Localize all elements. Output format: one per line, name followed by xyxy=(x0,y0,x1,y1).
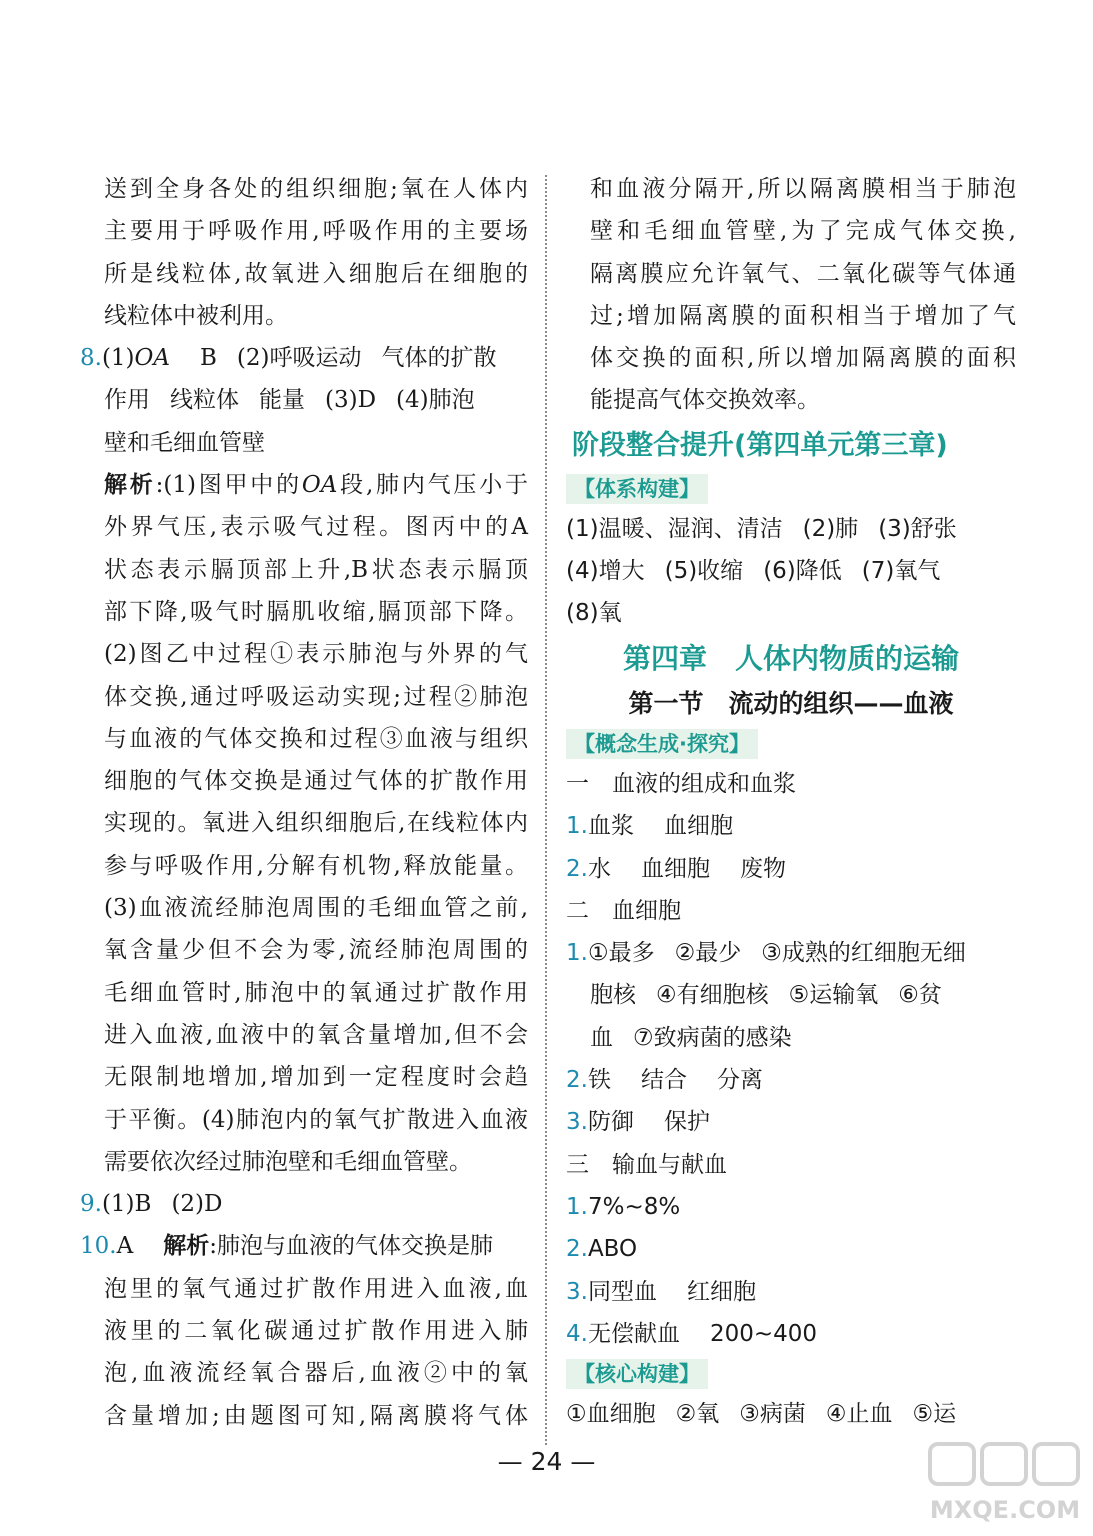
answer-part: ④止血 xyxy=(825,1401,893,1428)
answer-line xyxy=(566,1059,1016,1101)
text-line: (2)图乙中过程①表示肺泡与外界的气 xyxy=(104,641,528,668)
text-line: 需要依次经过肺泡壁和毛细血管壁。 xyxy=(104,1148,472,1175)
answer-part: ⑦致病菌的感染 xyxy=(633,1024,792,1051)
text-span: :(1)图甲中的 xyxy=(155,472,302,499)
answer-part: ②氧 xyxy=(675,1401,720,1428)
section-title: 第一节 流动的组织——血液 xyxy=(628,688,954,718)
answer-part: (3)D xyxy=(325,387,377,414)
q8-answer-line-2 xyxy=(104,379,528,421)
answer-part: 200~400 xyxy=(709,1320,818,1347)
q10-number: 10. xyxy=(80,1233,117,1260)
answer-part: 保护 xyxy=(663,1109,710,1136)
explanation-label: 解析 xyxy=(163,1232,210,1260)
answer-part: ⑤运 xyxy=(912,1401,957,1428)
answer-part: 胞核 xyxy=(590,982,636,1009)
text-line: 过;增加隔离膜的面积相当于增加了气 xyxy=(590,302,1016,329)
answer-line xyxy=(566,974,1016,1016)
answer-part: (6)降低 xyxy=(763,558,842,585)
answer-part: 废物 xyxy=(739,855,786,882)
q8-number: 8. xyxy=(80,345,102,372)
answer-line xyxy=(566,1313,1016,1355)
text-line: 壁和毛细血管壁,为了完成气体交换, xyxy=(590,218,1016,245)
answer-part: ③成熟的红细胞无细 xyxy=(761,940,966,967)
answer-line xyxy=(566,1393,1016,1435)
answer-part: 同型血 xyxy=(587,1278,657,1305)
text-line: 状态表示膈顶部上升,B状态表示膈顶 xyxy=(104,556,528,583)
answer-part: (2)肺 xyxy=(802,515,859,542)
stage-title: 阶段整合提升(第四单元第三章) xyxy=(572,429,948,461)
section-tag: 【概念生成·探究】 xyxy=(566,729,758,759)
text-line: 液里的二氧化碳通过扩散作用进入肺 xyxy=(104,1318,528,1345)
section-tag: 【核心构建】 xyxy=(566,1359,708,1389)
item-number: 2. xyxy=(566,855,588,882)
answer-part: 红细胞 xyxy=(686,1278,756,1305)
system-line-2 xyxy=(566,550,1016,592)
answer-part: (2)D xyxy=(171,1191,223,1218)
q8-explanation-line xyxy=(104,464,528,506)
text-line: 送到全身各处的组织细胞;氧在人体内 xyxy=(104,176,528,202)
text-line: 所是线粒体,故氧进入细胞后在细胞的 xyxy=(104,260,528,287)
item-number: 2. xyxy=(566,1067,588,1094)
watermark-logo-icon xyxy=(920,1440,1090,1530)
core-heading xyxy=(566,1355,1016,1393)
answer-part: OA xyxy=(134,345,171,372)
subheading: 三 输血与献血 xyxy=(566,1151,727,1178)
answer-part: 防御 xyxy=(587,1109,634,1136)
text-span: OA xyxy=(301,472,338,499)
text-line: 实现的。氧进入组织细胞后,在线粒体内 xyxy=(104,810,528,837)
text-line: 线粒体中被利用。 xyxy=(104,302,288,329)
subheading: 二 血细胞 xyxy=(566,897,681,924)
q9-answer-line xyxy=(80,1183,528,1225)
answer-part: 无偿献血 xyxy=(587,1320,680,1347)
system-line-3: (8)氧 xyxy=(566,600,622,627)
answer-part: ⑥贫 xyxy=(898,982,942,1009)
text-line: 参与呼吸作用,分解有机物,释放能量。 xyxy=(104,852,528,879)
answer-part: (1)温暖、湿润、清洁 xyxy=(566,515,783,542)
answer-part: 水 xyxy=(587,855,611,882)
answer-part: 作用 xyxy=(104,387,150,414)
system-heading xyxy=(566,470,1016,508)
chapter-title: 第四章 人体内物质的运输 xyxy=(622,641,959,675)
text-line: 于平衡。(4)肺泡内的氧气扩散进入血液 xyxy=(104,1106,528,1133)
text-line: 与血液的气体交换和过程③血液与组织 xyxy=(104,725,528,752)
text-line: 隔离膜应允许氧气、二氧化碳等气体通 xyxy=(590,260,1016,287)
answer-part: ③病菌 xyxy=(739,1401,806,1428)
answer-part: ⑤运输氧 xyxy=(788,982,879,1009)
answer-part: 分离 xyxy=(716,1067,763,1094)
text-line: 泡里的氧气通过扩散作用进入血液,血 xyxy=(104,1275,528,1302)
page-number: — 24 — xyxy=(497,1447,596,1476)
answer-line xyxy=(566,805,1016,847)
text-line: 进入血液,血液中的氧含量增加,但不会 xyxy=(104,1021,528,1048)
answer-line xyxy=(566,1017,1016,1059)
item-number: 1. xyxy=(566,940,588,967)
answer-part: ④有细胞核 xyxy=(656,982,769,1009)
text-line: 泡,血液流经氧合器后,血液②中的氧 xyxy=(104,1360,528,1387)
text-span: :肺泡与血液的气体交换是肺 xyxy=(209,1233,493,1260)
answer-part: (2)呼吸运动 xyxy=(236,345,362,372)
text-line: 能提高气体交换效率。 xyxy=(590,387,820,414)
answer-part: B xyxy=(200,345,217,372)
text-line: (3)血液流经肺泡周围的毛细血管之前, xyxy=(104,895,528,922)
answer-part: (7)氧气 xyxy=(861,558,941,585)
text-line: 和血液分隔开,所以隔离膜相当于肺泡 xyxy=(590,176,1016,202)
text-line: 外界气压,表示吸气过程。图丙中的A xyxy=(104,514,528,541)
concept-heading xyxy=(566,725,1016,763)
answer-part: 7%~8% xyxy=(587,1193,681,1220)
item-number: 3. xyxy=(566,1109,588,1136)
answer-part: ①血细胞 xyxy=(566,1401,656,1428)
item-number: 2. xyxy=(566,1236,588,1263)
q10-answer-line xyxy=(80,1225,528,1267)
answer-line xyxy=(566,1186,1016,1228)
system-line-1 xyxy=(566,508,1016,550)
answer-part: ①最多 xyxy=(587,940,655,967)
item-number: 1. xyxy=(566,813,588,840)
right-column xyxy=(566,168,1016,1435)
text-line: 毛细血管时,肺泡中的氧通过扩散作用 xyxy=(104,979,528,1006)
answer-part: 结合 xyxy=(640,1067,687,1094)
watermark-text: MXQE.COM xyxy=(929,1496,1081,1524)
answer-line xyxy=(566,848,1016,890)
text-line: 体交换,通过呼吸运动实现;过程②肺泡 xyxy=(104,683,528,710)
text-line: 氧含量少但不会为零,流经肺泡周围的 xyxy=(104,937,528,964)
answer-line xyxy=(566,1101,1016,1143)
answer-part: ABO xyxy=(587,1236,638,1263)
explanation-label: 解析 xyxy=(104,471,156,499)
text-line: 体交换的面积,所以增加隔离膜的面积 xyxy=(590,345,1016,372)
item-number: 3. xyxy=(566,1278,588,1305)
q9-number: 9. xyxy=(80,1191,102,1218)
answer-part: (3)舒张 xyxy=(878,515,957,542)
left-column xyxy=(80,168,529,1437)
item-number: 1. xyxy=(566,1193,588,1220)
answer-part: (1) xyxy=(101,345,135,372)
text-line: 细胞的气体交换是通过气体的扩散作用 xyxy=(104,768,528,795)
answer-part: (5)收缩 xyxy=(664,558,744,585)
text-line: 含量增加;由题图可知,隔离膜将气体 xyxy=(104,1402,528,1429)
answer-part: (4)肺泡 xyxy=(396,387,475,414)
answer-part: ②最少 xyxy=(674,940,742,967)
text-span: 段,肺内气压小于 xyxy=(337,472,529,499)
item-number: 4. xyxy=(566,1320,588,1347)
answer-part: 血细胞 xyxy=(640,855,710,882)
answer-line xyxy=(566,1228,1016,1270)
answer-part: 血细胞 xyxy=(663,813,733,840)
answer-part: (4)增大 xyxy=(566,558,645,585)
section-tag: 【体系构建】 xyxy=(566,474,708,504)
answer-part: 铁 xyxy=(587,1067,611,1094)
answer-part: 血 xyxy=(590,1024,613,1051)
answer-part: (1)B xyxy=(101,1191,152,1218)
text-line: 部下降,吸气时膈肌收缩,膈顶部下降。 xyxy=(104,598,528,625)
answer-part: 气体的扩散 xyxy=(381,345,497,372)
answer-part: A xyxy=(116,1233,134,1260)
subheading: 一 血液的组成和血浆 xyxy=(566,770,796,797)
q8-answer-line-1 xyxy=(80,337,528,379)
answer-part: 能量 xyxy=(259,387,305,414)
text-line: 主要用于呼吸作用,呼吸作用的主要场 xyxy=(104,218,528,245)
answer-part: 线粒体 xyxy=(170,387,239,414)
text-line: 无限制地增加,增加到一定程度时会趋 xyxy=(104,1064,528,1091)
answer-line xyxy=(566,932,1016,974)
column-divider xyxy=(545,175,547,1445)
answer-line xyxy=(566,1271,1016,1313)
answer-part: 血浆 xyxy=(587,813,634,840)
q8-answer-line-3: 壁和毛细血管壁 xyxy=(104,429,265,456)
watermark xyxy=(920,1440,1090,1530)
